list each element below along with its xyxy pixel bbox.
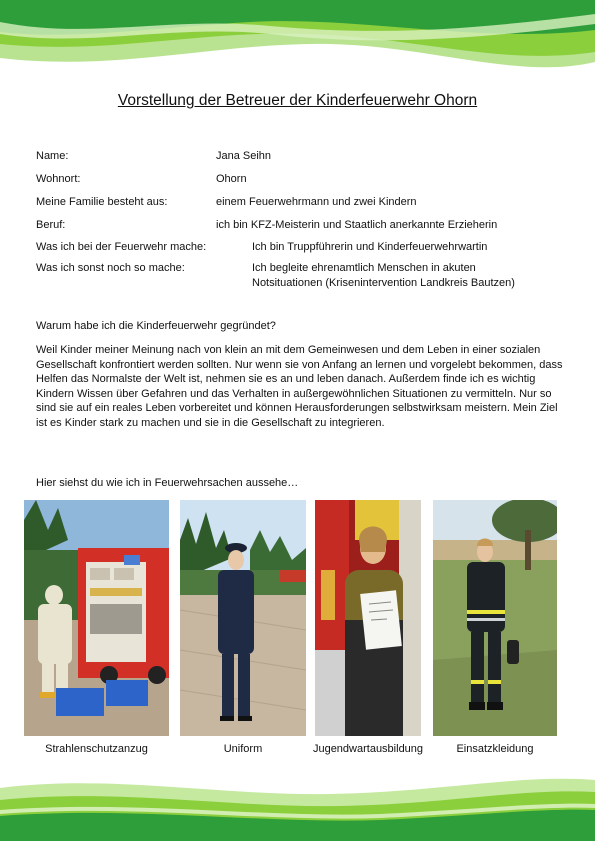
profile-label: Name:	[36, 150, 69, 162]
photo-youth-training	[315, 500, 421, 736]
profile-value: ich bin KFZ-Meisterin und Staatlich anerkannte Erzieherin	[216, 219, 498, 231]
answer-paragraph: Weil Kinder meiner Meinung nach von klein an mit dem Gemeinwesen und dem Leben in einer sozialen Gesellschaft konfrontiert werden sollten. Nur wenn sie von Anfang an lernen und vorgelebt bekommen, dass Helfen das Normalste der Welt ist, nehmen sie es an und leben danach. Außerdem finde ich es wichtig Kindern Wissen über Gefahren und das Verhalten in außergewöhnlichen Situationen zu vermitteln. Nur so sind sie auf ein reales Leben vorbereitet und können Herausforderungen selbstwirksam meistern. Mein Ziel ist es Kinder stark zu machen und sie in die Gesellschaft zu integrieren.	[36, 344, 563, 429]
header-wave	[0, 0, 595, 85]
page-title: Vorstellung der Betreuer der Kinderfeuerwehr Ohorn	[117, 92, 478, 109]
photo-radiation-suit	[24, 500, 169, 736]
profile-label: Wohnort:	[36, 173, 81, 185]
section-question: Warum habe ich die Kinderfeuerwehr gegründet?	[36, 320, 276, 332]
photo-caption: Uniform	[223, 743, 263, 755]
profile-label: Meine Familie besteht aus:	[36, 196, 168, 208]
photo-operational-gear	[433, 500, 557, 736]
profile-label: Was ich sonst noch so mache:	[36, 262, 185, 274]
profile-value: Jana Seihn	[216, 150, 272, 162]
profile-value-continued: Notsituationen (Krisenintervention Landkreis Bautzen)	[252, 277, 515, 289]
photo-uniform	[180, 500, 306, 736]
profile-value: Ich begleite ehrenamtlich Menschen in akuten	[252, 262, 476, 274]
profile-value: einem Feuerwehrmann und zwei Kindern	[216, 196, 417, 208]
profile-label: Was ich bei der Feuerwehr mache:	[36, 241, 207, 253]
profile-value: Ich bin Truppführerin und Kinderfeuerwehrwartin	[252, 241, 488, 253]
profile-label: Beruf:	[36, 219, 66, 231]
gallery-heading: Hier siehst du wie ich in Feuerwehrsachen aussehe…	[36, 477, 299, 489]
photo-caption: Jugendwartausbildung	[312, 743, 424, 755]
photo-caption: Strahlenschutzanzug	[45, 743, 148, 755]
photo-caption: Einsatzkleidung	[456, 743, 534, 755]
profile-value: Ohorn	[216, 173, 247, 185]
footer-wave	[0, 766, 595, 841]
